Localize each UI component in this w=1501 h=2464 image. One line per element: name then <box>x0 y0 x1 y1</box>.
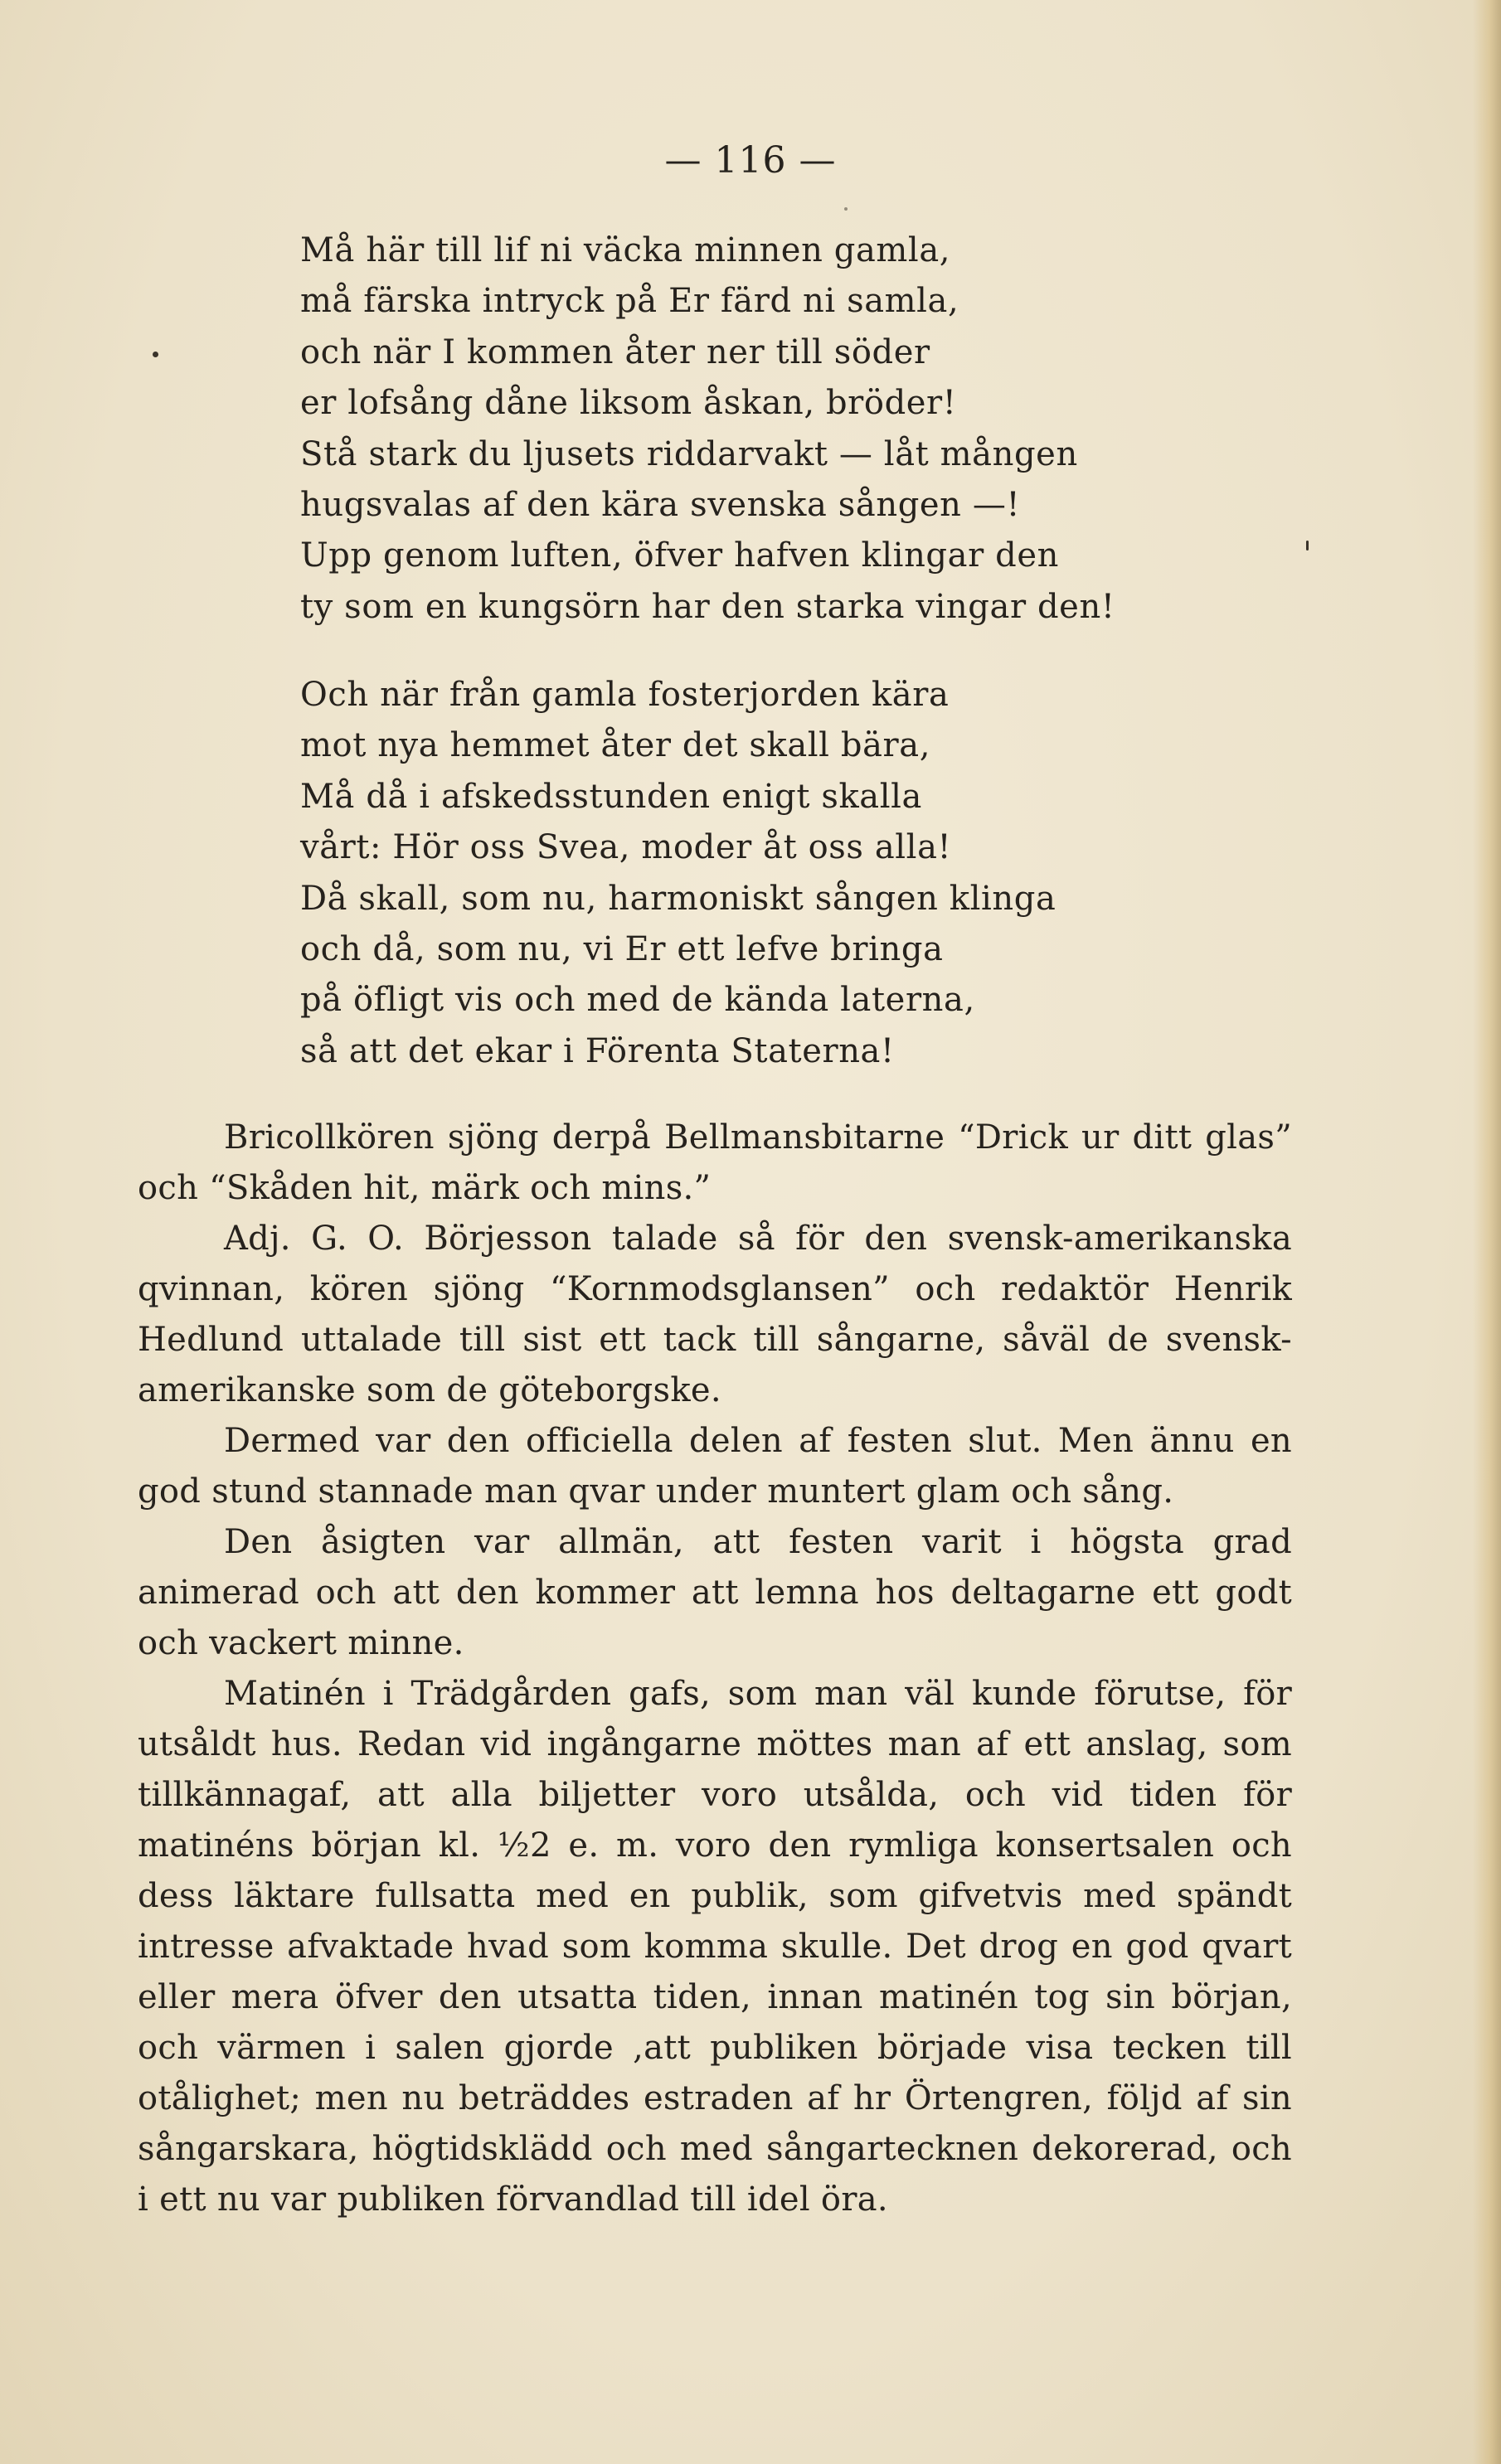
ink-speck <box>844 207 848 211</box>
poem-line: må färska intryck på Er färd ni samla, <box>300 282 959 321</box>
poem-line: ty som en kungsörn har den starka vingar den! <box>300 587 1115 626</box>
poem-line: hugsvalas af den kära svenska sången —! <box>300 486 1021 525</box>
poem-stanza-1 <box>300 226 1212 633</box>
poem-line: på öfligt vis och med de kända laterna, <box>300 981 975 1020</box>
poem-line: Och när från gamla fosterjorden kära <box>300 676 950 714</box>
prose-body <box>138 1113 1292 2225</box>
poem-line: så att det ekar i Förenta Staterna! <box>300 1031 895 1070</box>
poem-line: er lofsång dåne liksom åskan, bröder! <box>300 384 957 423</box>
poem-line: Upp genom luften, öfver hafven klingar den <box>300 536 1059 575</box>
poem-line: Må här till lif ni väcka minnen gamla, <box>300 231 951 269</box>
poem-line: Må då i afskedsstunden enigt skalla <box>300 777 922 816</box>
poem-line: och när I kommen åter ner till söder <box>300 332 930 371</box>
poem-line: mot nya hemmet åter det skall bära, <box>300 726 931 765</box>
prose-paragraph: Dermed var den officiella delen af festen slut. Men ännu en god stund stannade man qvar under muntert glam och sång. <box>138 1422 1292 1511</box>
prose-paragraph: Adj. G. O. Börjesson talade så för den svensk-amerikanska qvinnan, kören sjöng “Kornmodsglansen” och redaktör Henrik Hedlund uttalade till sist ett tack till sångarne, såväl de svensk-amerikanske som de göteborgske. <box>138 1220 1292 1409</box>
poem-line: Då skall, som nu, harmoniskt sången klinga <box>300 879 1057 918</box>
poem-line: och då, som nu, vi Er ett lefve bringa <box>300 930 944 969</box>
poem-line: vårt: Hör oss Svea, moder åt oss alla! <box>300 828 952 867</box>
prose-paragraph: Den åsigten var allmän, att festen varit i högsta grad animerad och att den kommer att lemna hos deltagarne ett godt och vackert minne. <box>138 1523 1292 1662</box>
poem-line: Stå stark du ljusets riddarvakt — låt mången <box>300 434 1078 473</box>
ink-speck <box>153 352 158 357</box>
ink-speck <box>1306 541 1309 551</box>
page-edge-shading <box>1473 0 1501 2464</box>
poem-stanza-2 <box>300 670 1212 1077</box>
prose-paragraph: Matinén i Trädgården gafs, som man väl kunde förutse, för utsåldt hus. Redan vid ingångarne möttes man af ett anslag, som tillkännagaf, att alla biljetter voro utsålda, och vid tiden för matinéns början kl. ½2 e. m. voro den rymliga konsertsalen och dess läktare fullsatta med en publik, som gifvetvis med spändt intresse afvaktade hvad som komma skulle. Det drog en god qvart eller mera öfver den utsatta tiden, innan matinén tog sin början, och värmen i salen gjorde ,att publiken började visa tecken till otålighet; men nu beträddes estraden af hr Örtengren, följd af sin sångarskara, högtidsklädd och med sångartecknen dekorerad, och i ett nu var publiken förvandlad till idel öra. <box>138 1675 1292 2219</box>
page-number: — 116 — <box>664 139 837 182</box>
prose-paragraph: Bricollkören sjöng derpå Bellmansbitarne “Drick ur ditt glas” och “Skåden hit, märk och mins.” <box>138 1118 1292 1207</box>
